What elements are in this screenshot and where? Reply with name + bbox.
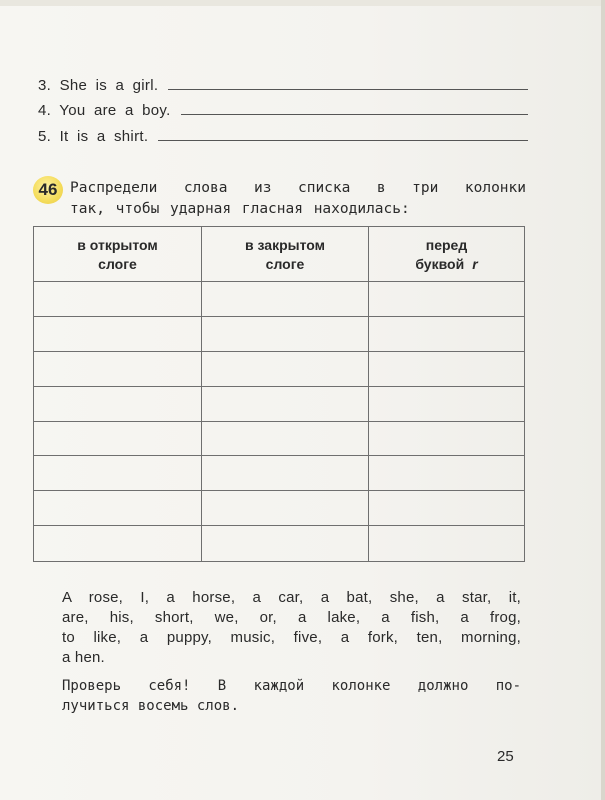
table-cell[interactable]: [34, 491, 202, 526]
word-list-line: to like, a puppy, music, five, a fork, ten, morning,: [62, 629, 521, 646]
self-check-line: Проверь себя! В каждой колонке должно по-: [62, 678, 521, 694]
exercise-sentence: 5. It is a shirt.: [38, 128, 149, 145]
letter-r: r: [472, 256, 478, 272]
table-cell[interactable]: [202, 282, 369, 317]
header-before-r: перед буквой r: [369, 227, 524, 282]
exercise-sentence: 3. She is a girl.: [38, 77, 159, 94]
word-list-line: A rose, I, a horse, a car, a bat, she, a star, it,: [62, 589, 521, 606]
page-number: 25: [497, 748, 514, 765]
exercise-sentence: 4. You are a boy.: [38, 102, 171, 119]
table-cell[interactable]: [369, 352, 524, 387]
header-open-syllable: в открытом слоге: [34, 227, 202, 282]
table-cell[interactable]: [34, 282, 202, 317]
page-right-edge: [601, 0, 605, 800]
answer-blank[interactable]: [181, 113, 528, 115]
table-cell[interactable]: [369, 456, 524, 491]
table-cell[interactable]: [202, 526, 369, 561]
page-top-edge: [0, 0, 605, 6]
table-cell[interactable]: [369, 422, 524, 457]
answer-blank[interactable]: [168, 88, 528, 90]
word-list-line: are, his, short, we, or, a lake, a fish, a frog,: [62, 609, 521, 626]
table-cell[interactable]: [34, 317, 202, 352]
table-cell[interactable]: [34, 526, 202, 561]
task-instruction-line-2: так, чтобы ударная гласная находилась:: [70, 201, 410, 217]
table-cell[interactable]: [369, 526, 524, 561]
word-list-line: a hen.: [62, 649, 105, 666]
table-cell[interactable]: [34, 456, 202, 491]
table-cell[interactable]: [202, 491, 369, 526]
table-cell[interactable]: [369, 387, 524, 422]
table-cell[interactable]: [34, 422, 202, 457]
self-check-note: [62, 676, 521, 716]
table-cell[interactable]: [369, 282, 524, 317]
table-cell[interactable]: [369, 491, 524, 526]
table-cell[interactable]: [202, 387, 369, 422]
header-closed-syllable: в закрытом слоге: [202, 227, 369, 282]
table-cell[interactable]: [202, 456, 369, 491]
exercise-line-3: [38, 70, 528, 94]
table-cell[interactable]: [202, 352, 369, 387]
self-check-line: лучиться восемь слов.: [62, 698, 240, 714]
table-cell[interactable]: [369, 317, 524, 352]
table-cell[interactable]: [34, 387, 202, 422]
exercise-line-4: [38, 95, 528, 119]
exercise-line-5: [38, 121, 528, 145]
word-list: [62, 588, 521, 668]
table-cell[interactable]: [34, 352, 202, 387]
task-instruction-line-1: Распредели слова из списка в три колонки: [70, 180, 526, 196]
sorting-table: [33, 226, 525, 562]
answer-blank[interactable]: [158, 139, 528, 141]
task-number-badge: [33, 176, 63, 204]
task-number: 46: [38, 180, 58, 199]
table-cell[interactable]: [202, 317, 369, 352]
table-cell[interactable]: [202, 422, 369, 457]
